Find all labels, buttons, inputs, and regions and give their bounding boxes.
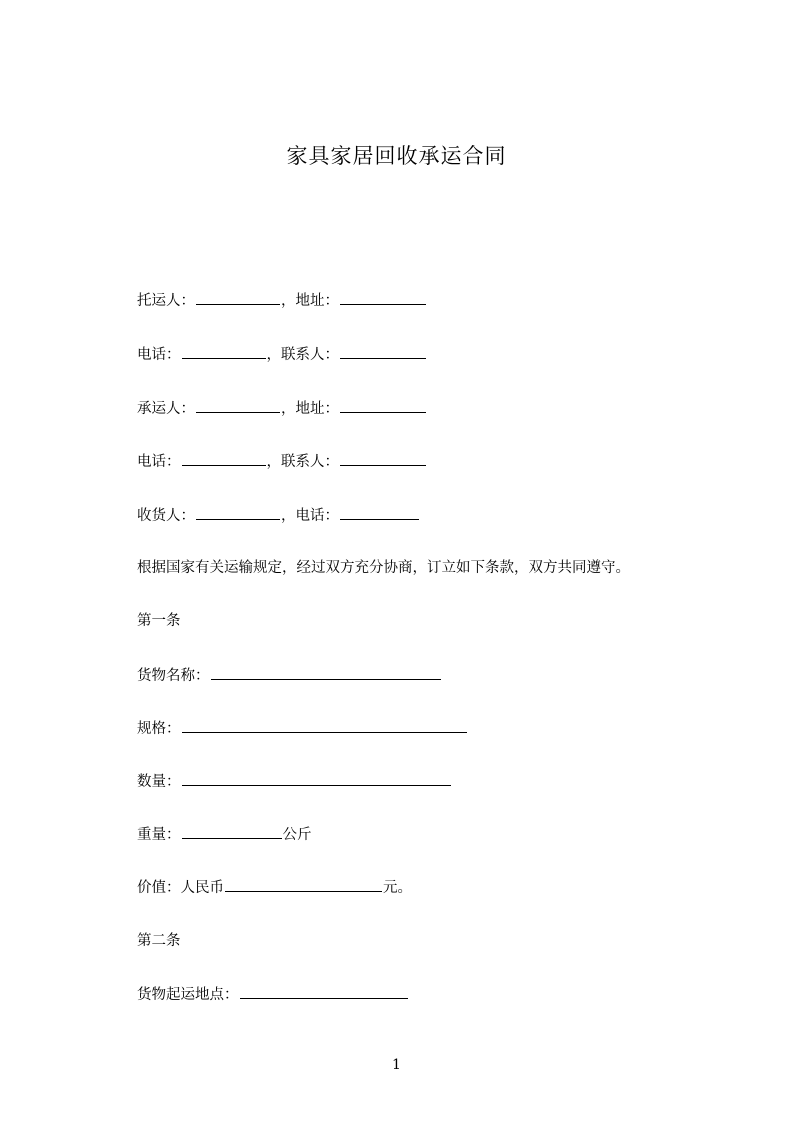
consignee-phone-label: 电话：: [295, 508, 339, 524]
carrier-name-blank[interactable]: [196, 397, 280, 413]
weight-line: [137, 823, 312, 846]
carrier-address-label: 地址：: [295, 401, 339, 417]
separator: ，: [281, 293, 296, 309]
shipper-name-blank[interactable]: [196, 289, 280, 305]
carrier-phone-label: 电话：: [137, 454, 181, 470]
carrier-phone-blank[interactable]: [182, 450, 266, 466]
carrier-label: 承运人：: [137, 401, 195, 417]
quantity-line: [137, 770, 452, 793]
carrier-contact-blank[interactable]: [340, 450, 426, 466]
goods-name-line: [137, 664, 442, 687]
article-2-heading: 第二条: [137, 933, 181, 949]
spec-blank[interactable]: [182, 717, 467, 733]
carrier-address-blank[interactable]: [340, 397, 426, 413]
value-blank[interactable]: [225, 876, 382, 892]
consignee-line: [137, 504, 420, 527]
quantity-blank[interactable]: [182, 770, 451, 786]
consignee-phone-blank[interactable]: [340, 504, 419, 520]
shipper-contact-line: [137, 343, 427, 366]
carrier-contact-line: [137, 450, 427, 473]
document-title: 家具家居回收承运合同: [286, 144, 507, 168]
shipper-contact-blank[interactable]: [340, 343, 426, 359]
separator: ，: [281, 401, 296, 417]
separator: ，: [281, 508, 296, 524]
value-line: [137, 876, 412, 899]
shipper-line: [137, 289, 427, 312]
separator: ，: [266, 454, 281, 470]
origin-blank[interactable]: [240, 983, 408, 999]
goods-name-blank[interactable]: [211, 664, 441, 680]
separator: ，: [266, 347, 281, 363]
spec-line: [137, 717, 468, 740]
value-unit: 元。: [383, 880, 412, 896]
shipper-phone-blank[interactable]: [182, 343, 266, 359]
spec-label: 规格：: [137, 721, 181, 737]
shipper-phone-label: 电话：: [137, 347, 181, 363]
page-number: 1: [392, 1057, 401, 1073]
consignee-name-blank[interactable]: [196, 504, 280, 520]
weight-unit: 公斤: [282, 827, 312, 843]
shipper-contact-label: 联系人：: [281, 347, 339, 363]
shipper-label: 托运人：: [137, 293, 195, 309]
weight-blank[interactable]: [182, 823, 282, 839]
carrier-contact-label: 联系人：: [281, 454, 339, 470]
value-label: 价值：人民币: [137, 880, 224, 896]
carrier-line: [137, 397, 427, 420]
quantity-label: 数量：: [137, 774, 181, 790]
goods-name-label: 货物名称：: [137, 668, 210, 684]
weight-label: 重量：: [137, 827, 181, 843]
origin-line: [137, 983, 409, 1006]
shipper-address-label: 地址：: [295, 293, 339, 309]
origin-label: 货物起运地点：: [137, 987, 239, 1003]
article-1-heading: 第一条: [137, 613, 181, 629]
preamble-text: 根据国家有关运输规定，经过双方充分协商，订立如下条款，双方共同遵守。: [137, 560, 630, 576]
consignee-label: 收货人：: [137, 508, 195, 524]
shipper-address-blank[interactable]: [340, 289, 426, 305]
